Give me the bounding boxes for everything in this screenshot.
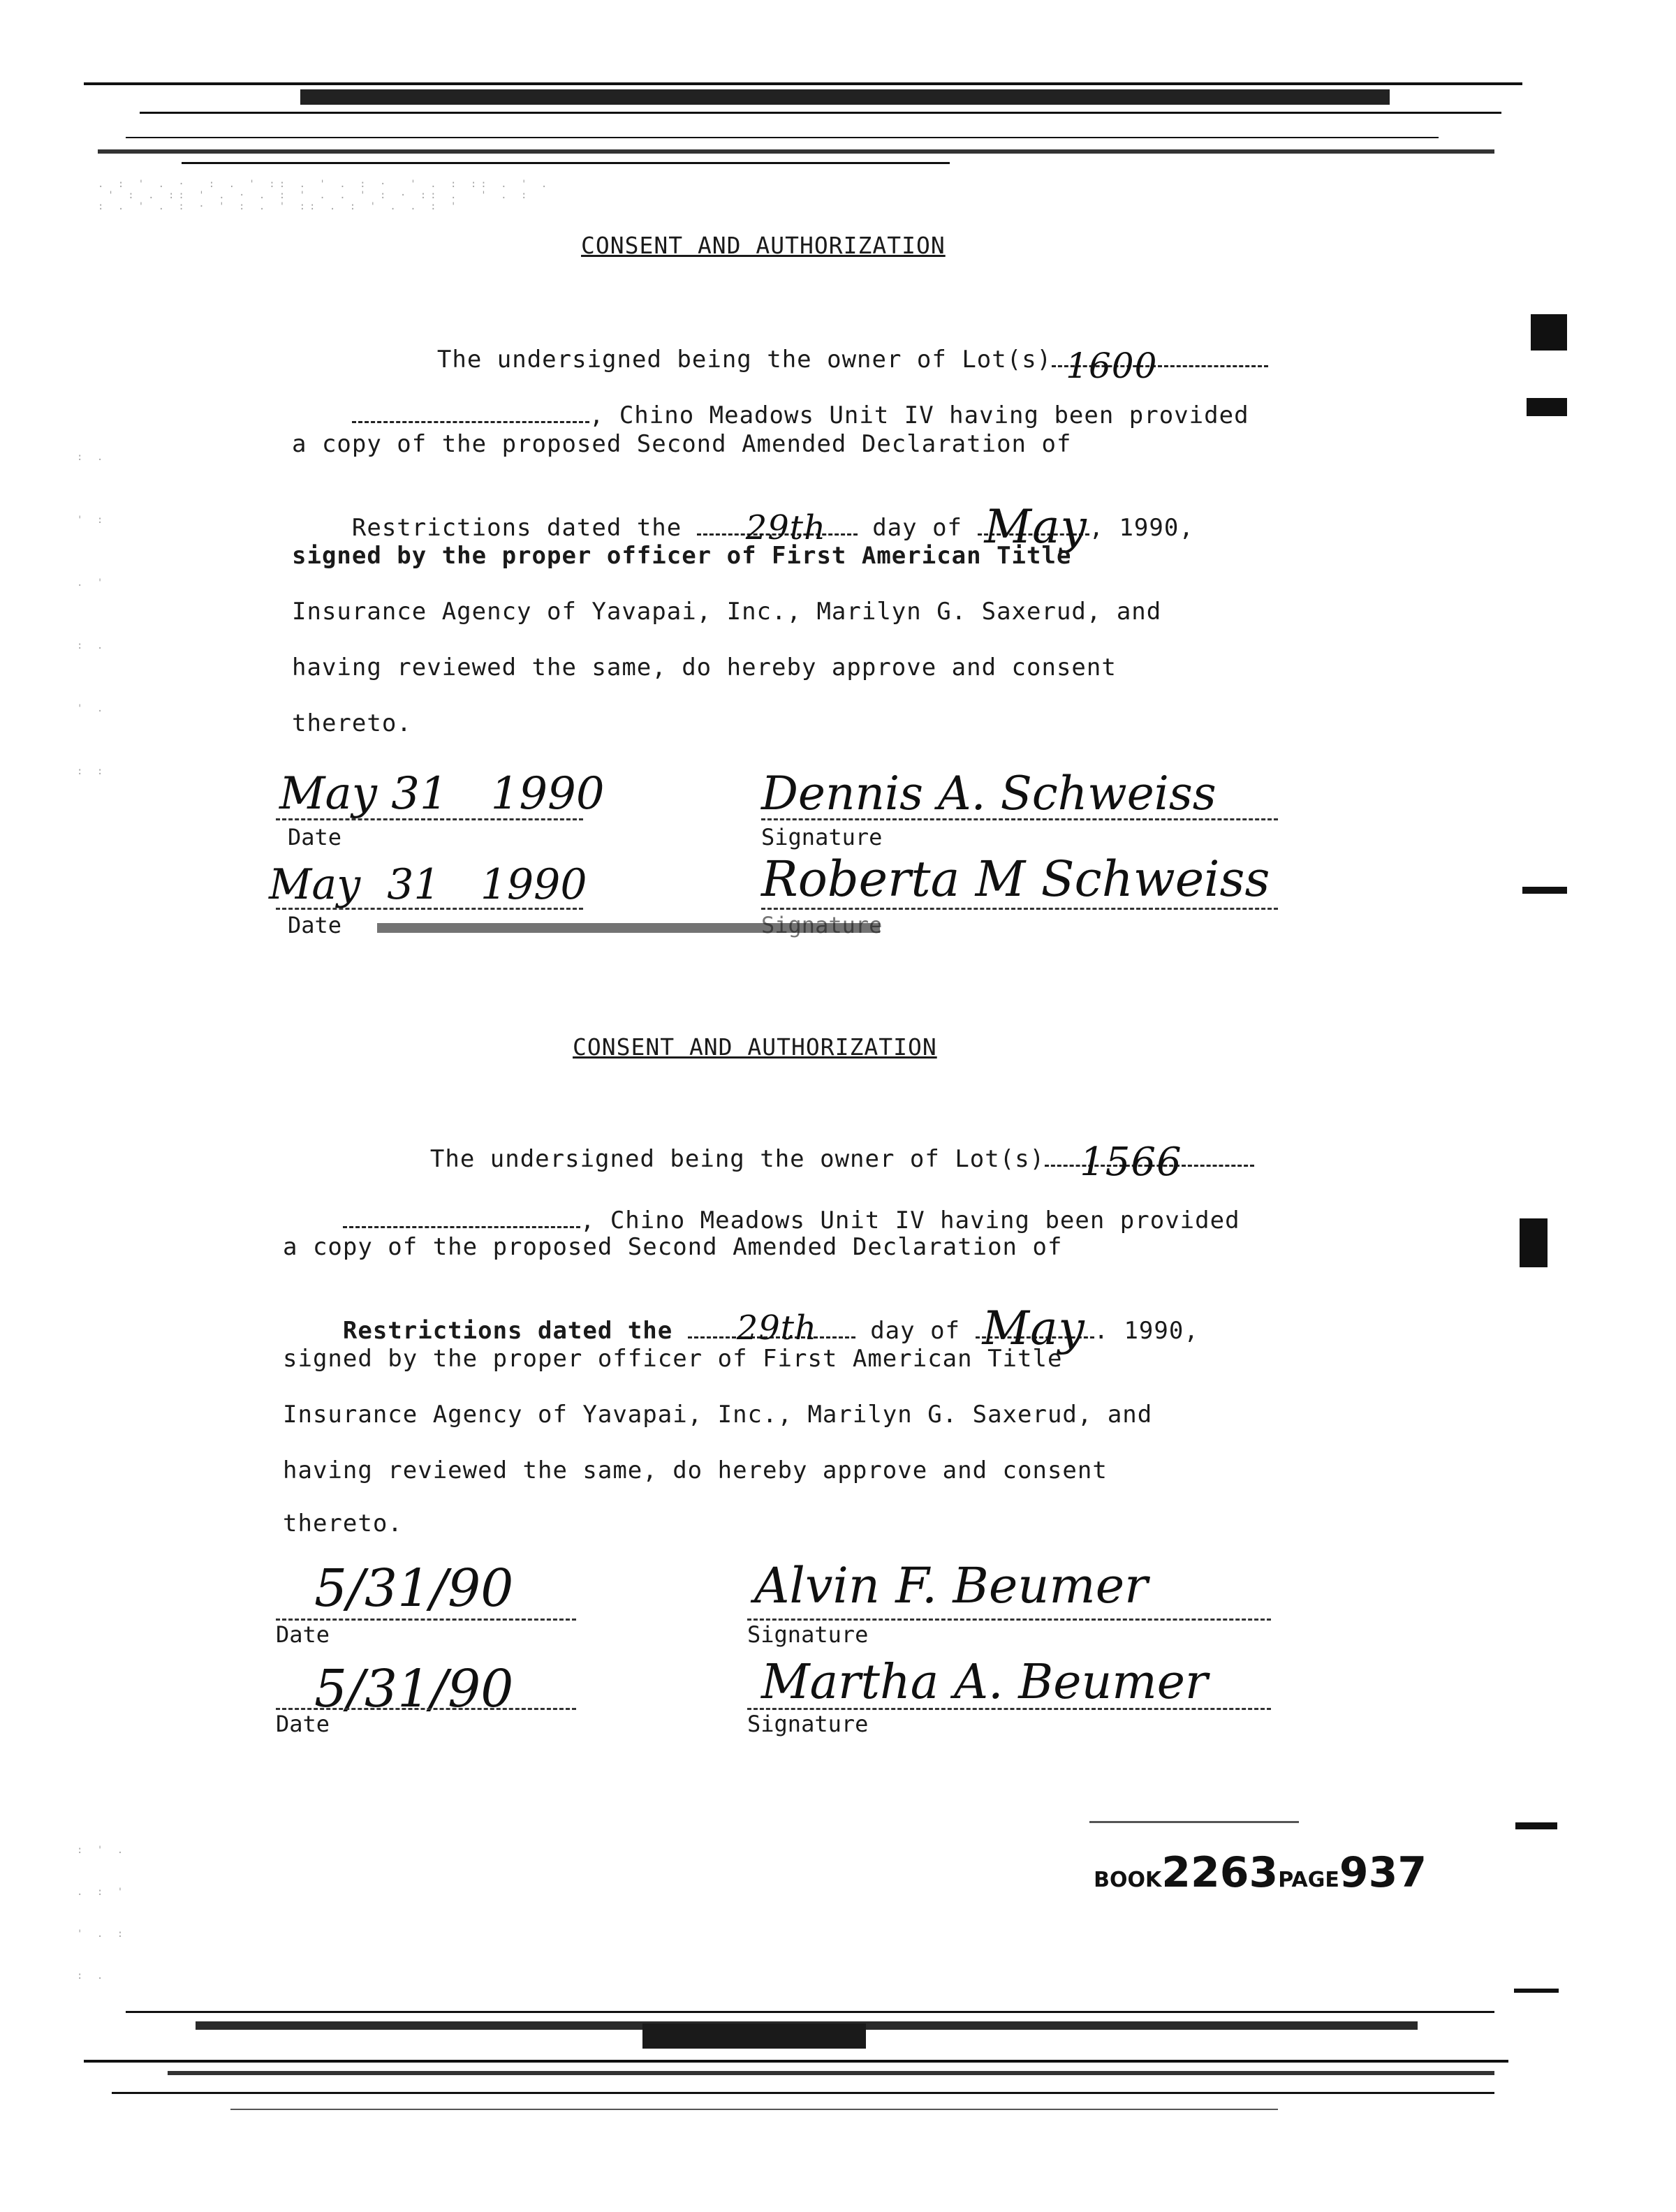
- form2-date-label-1: Date: [276, 1621, 330, 1648]
- form1-month-field: [978, 500, 1089, 554]
- form1-line-5: signed by the proper officer of First American Title: [292, 542, 1072, 570]
- form2-line-6: Insurance Agency of Yavapai, Inc., Marilyn G. Saxerud, and: [283, 1401, 1153, 1429]
- form1-line-4-pre: Restrictions dated the: [351, 514, 682, 542]
- scan-noise-top-left: . : ' . · : . ' :: . ' . : · ' . : :: . ' . ' : . :: ' . · . : ' . . ' : · :: . ' . : : . ' . : · ' : . ' :: . : ' . . : ': [98, 179, 552, 212]
- scan-mark-right-3: [1522, 887, 1567, 894]
- form1-date-label-1: Date: [288, 824, 342, 850]
- form2-date-label-2: Date: [276, 1711, 330, 1737]
- form2-line-8: thereto.: [283, 1510, 403, 1538]
- form2-date-1: 5/31/90: [314, 1558, 514, 1619]
- form2-line-5: signed by the proper officer of First American Title: [283, 1345, 1063, 1373]
- form2-signature-1: Alvin F. Beumer: [754, 1557, 1148, 1614]
- form2-month-field: [976, 1302, 1094, 1355]
- scan-mark-right-6: [1514, 1989, 1559, 1993]
- form1-line-3: a copy of the proposed Second Amended Declaration of: [292, 430, 1072, 458]
- form2-signature-line-2: [747, 1708, 1271, 1710]
- form1-line-7: having reviewed the same, do hereby approve and consent: [292, 654, 1117, 681]
- form1-line-4-post: , 1990,: [1089, 514, 1194, 542]
- form2-date-line-1: [276, 1619, 576, 1621]
- form1-date-line-2: [276, 908, 583, 910]
- form1-day-field: [697, 508, 858, 547]
- form2-line-4-mid: day of: [870, 1317, 961, 1345]
- form1-signature-2: Roberta M Schweiss: [761, 850, 1270, 908]
- form1-line-4-mid: day of: [872, 514, 963, 542]
- form1-signature-label-1: Signature: [761, 824, 883, 850]
- scan-noise-left-margin: : . ' : . ' : . ' . : :: [77, 452, 108, 777]
- stamp-dashes: [1089, 1821, 1299, 1823]
- form2-month-value: May: [982, 1302, 1085, 1355]
- form2-line-1-text: The undersigned being the owner of Lot(s): [429, 1145, 1045, 1173]
- form1-day-value: 29th: [745, 508, 826, 547]
- form1-month-value: May: [984, 500, 1087, 554]
- form2-day-value: 29th: [736, 1308, 817, 1348]
- form2-signature-label-2: Signature: [747, 1711, 869, 1737]
- scan-mark-right-5: [1515, 1822, 1557, 1829]
- scan-mark-right-2: [1527, 398, 1567, 416]
- form1-line-6: Insurance Agency of Yavapai, Inc., Marilyn G. Saxerud, and: [292, 598, 1162, 626]
- form2-signature-label-1: Signature: [747, 1621, 869, 1648]
- form1-date-1: May 31 1990: [279, 768, 605, 820]
- form1-line-8: thereto.: [292, 709, 412, 737]
- form2-line-7: having reviewed the same, do hereby approve and consent: [283, 1457, 1108, 1484]
- scan-mark-right-4: [1520, 1218, 1548, 1267]
- form1-date-2: May 31 1990: [269, 860, 587, 909]
- form2-line-2-text: , Chino Meadows Unit IV having been provided: [580, 1207, 1240, 1234]
- form1-lot-field: [1052, 346, 1268, 386]
- form1-signature-1: Dennis A. Schweiss: [761, 767, 1216, 820]
- form1-title: CONSENT AND AUTHORIZATION: [581, 232, 946, 259]
- form2-title: CONSENT AND AUTHORIZATION: [573, 1033, 937, 1061]
- book-number: 2263: [1161, 1848, 1279, 1897]
- form2-lot-value: 1566: [1080, 1140, 1182, 1185]
- form2-day-field: [688, 1308, 855, 1348]
- form1-line-1-text: The undersigned being the owner of Lot(s): [436, 346, 1052, 374]
- scan-noise-bottom-left: : ' . . : ' ' . : : .: [77, 1845, 128, 1982]
- book-label: BOOK: [1094, 1868, 1162, 1892]
- form2-line-4-pre: Restrictions dated the: [342, 1317, 673, 1345]
- scan-mark-right-1: [1531, 314, 1567, 351]
- form1-lot-value: 1600: [1066, 346, 1158, 386]
- form1-date-line-1: [276, 818, 583, 820]
- form1-date-label-2: Date: [288, 912, 342, 938]
- page-label: PAGE: [1278, 1868, 1339, 1892]
- recording-stamp: [1086, 1835, 1427, 1897]
- page-number: 937: [1339, 1848, 1427, 1897]
- form1-signature-line-1: [761, 818, 1278, 820]
- form2-signature-2: Martha A. Beumer: [761, 1655, 1208, 1710]
- form1-line-2-text: , Chino Meadows Unit IV having been provided: [589, 401, 1249, 429]
- form2-date-line-2: [276, 1708, 576, 1710]
- form1-signature-line-2: [761, 908, 1278, 910]
- form1-signature-label-2: Signature: [761, 912, 883, 938]
- form2-line-4-post: . 1990,: [1094, 1317, 1199, 1345]
- form2-line-3: a copy of the proposed Second Amended Declaration of: [283, 1233, 1063, 1261]
- form2-lot-field: [1045, 1140, 1254, 1185]
- form2-date-2: 5/31/90: [314, 1659, 514, 1719]
- form2-signature-line-1: [747, 1619, 1271, 1621]
